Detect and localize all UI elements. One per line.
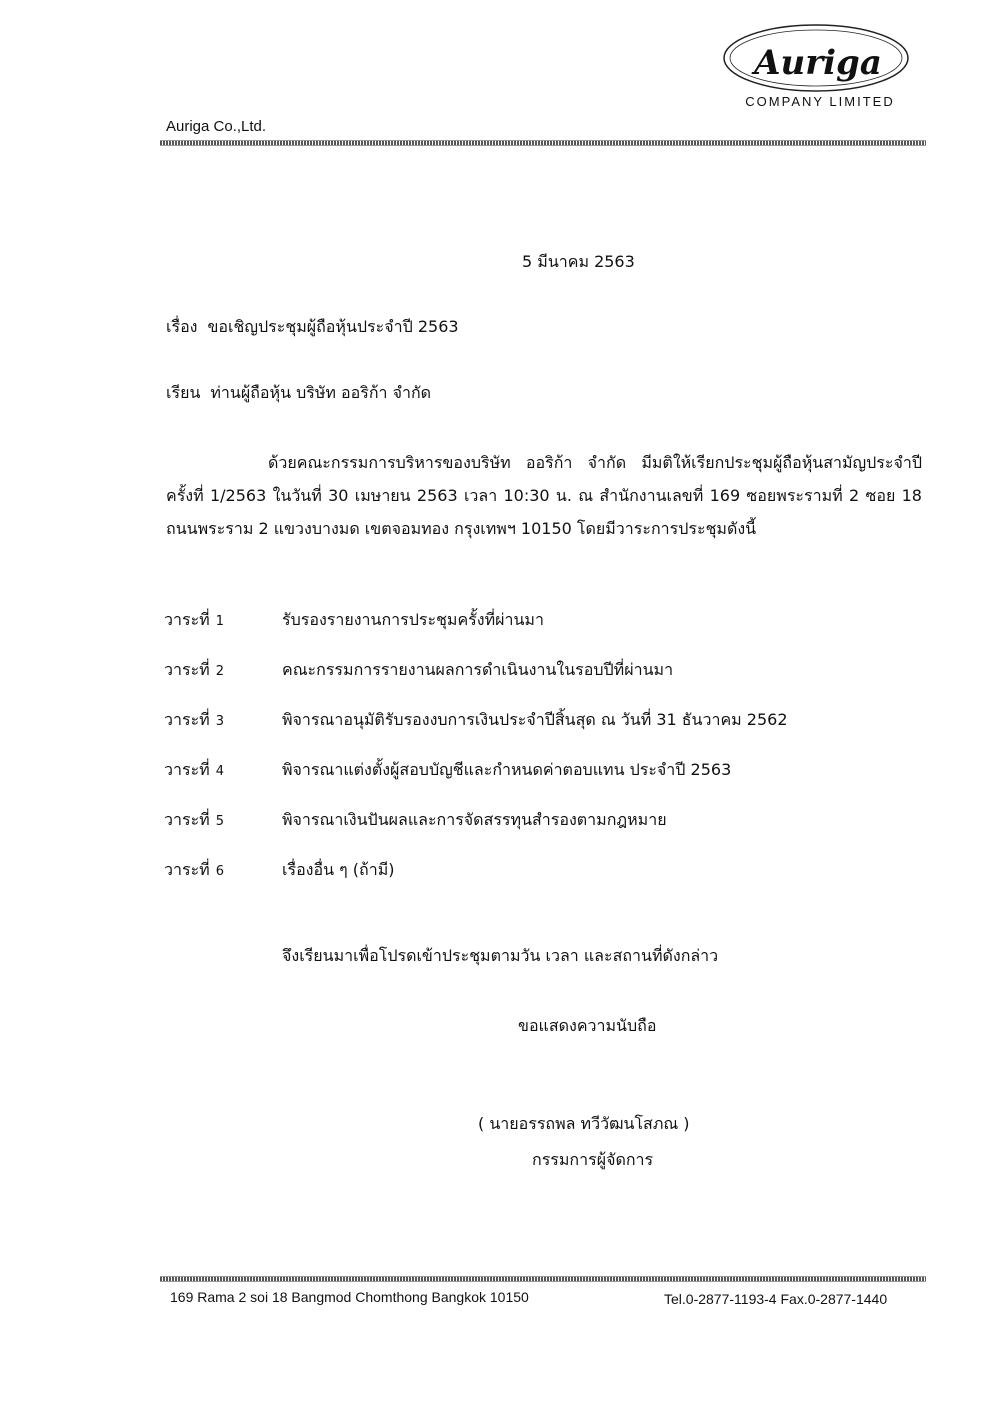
agenda-text: เรื่องอื่น ๆ (ถ้ามี) [282, 860, 395, 879]
agenda-item-4 [164, 758, 924, 808]
agenda-number: วาระที่ 6 [164, 860, 224, 879]
letter-recipient [166, 381, 431, 406]
subject-text: ขอเชิญประชุมผู้ถือหุ้นประจำปี 2563 [207, 317, 459, 336]
signer-position: กรรมการผู้จัดการ [532, 1150, 654, 1169]
footer-address: 169 Rama 2 soi 18 Bangmod Chomthong Bangkok 10150 [170, 1289, 529, 1305]
logo-ellipse-graphic [718, 18, 914, 112]
agenda-item-2 [164, 658, 924, 708]
footer-contact: Tel.0-2877-1193-4 Fax.0-2877-1440 [664, 1291, 888, 1307]
logo-tagline: COMPANY LIMITED [745, 94, 895, 109]
logo-brand-name: Auriga [754, 43, 882, 83]
recipient-label: เรียน [166, 383, 201, 402]
agenda-text: พิจารณาเงินปันผลและการจัดสรรทุนสำรองตามกฎหมาย [282, 810, 667, 829]
footer-divider [160, 1276, 926, 1282]
agenda-item-1 [164, 608, 924, 658]
agenda-text: คณะกรรมการรายงานผลการดำเนินงานในรอบปีที่ผ่านมา [282, 660, 674, 679]
agenda-number: วาระที่ 4 [164, 760, 224, 779]
agenda-item-5 [164, 808, 924, 858]
letter-body: ด้วยคณะกรรมการบริหารของบริษัท ออริก้า จำกัด มีมติให้เรียกประชุมผู้ถือหุ้นสามัญประจำปี ครั้งที่ 1/2563 ในวันที่ 30 เมษายน 2563 เวลา 10:30 น. ณ สำนักงานเลขที่ 169 ซอยพระรามที่ 2 ซอย 18 ถนนพระราม 2 แขวงบางมด เขตจอมทอง กรุงเทพฯ 10150 โดยมีวาระการประชุมดังนี้ [166, 453, 922, 538]
agenda-number: วาระที่ 3 [164, 710, 224, 729]
header-company-name: Auriga Co.,Ltd. [166, 118, 267, 135]
letter-date: 5 มีนาคม 2563 [522, 252, 635, 271]
header-divider [160, 140, 926, 146]
recipient-text: ท่านผู้ถือหุ้น บริษัท ออริก้า จำกัด [210, 383, 432, 402]
agenda-text: พิจารณาอนุมัติรับรองงบการเงินประจำปีสิ้นสุด ณ วันที่ 31 ธันวาคม 2562 [282, 710, 788, 729]
agenda-list [164, 608, 924, 908]
closing-sentence: จึงเรียนมาเพื่อโปรดเข้าประชุมตามวัน เวลา และสถานที่ดังกล่าว [282, 946, 719, 965]
agenda-item-6 [164, 858, 924, 908]
subject-label: เรื่อง [166, 317, 198, 336]
agenda-text: พิจารณาแต่งตั้งผู้สอบบัญชีและกำหนดค่าตอบแทน ประจำปี 2563 [282, 760, 732, 779]
company-logo [718, 18, 914, 112]
agenda-number: วาระที่ 2 [164, 660, 224, 679]
regards: ขอแสดงความนับถือ [518, 1016, 657, 1035]
signer-name: ( นายอรรถพล ทวีวัฒนโสภณ ) [478, 1114, 690, 1133]
agenda-item-3 [164, 708, 924, 758]
agenda-number: วาระที่ 1 [164, 610, 224, 629]
letter-subject [166, 315, 459, 340]
agenda-number: วาระที่ 5 [164, 810, 224, 829]
agenda-text: รับรองรายงานการประชุมครั้งที่ผ่านมา [282, 610, 544, 629]
